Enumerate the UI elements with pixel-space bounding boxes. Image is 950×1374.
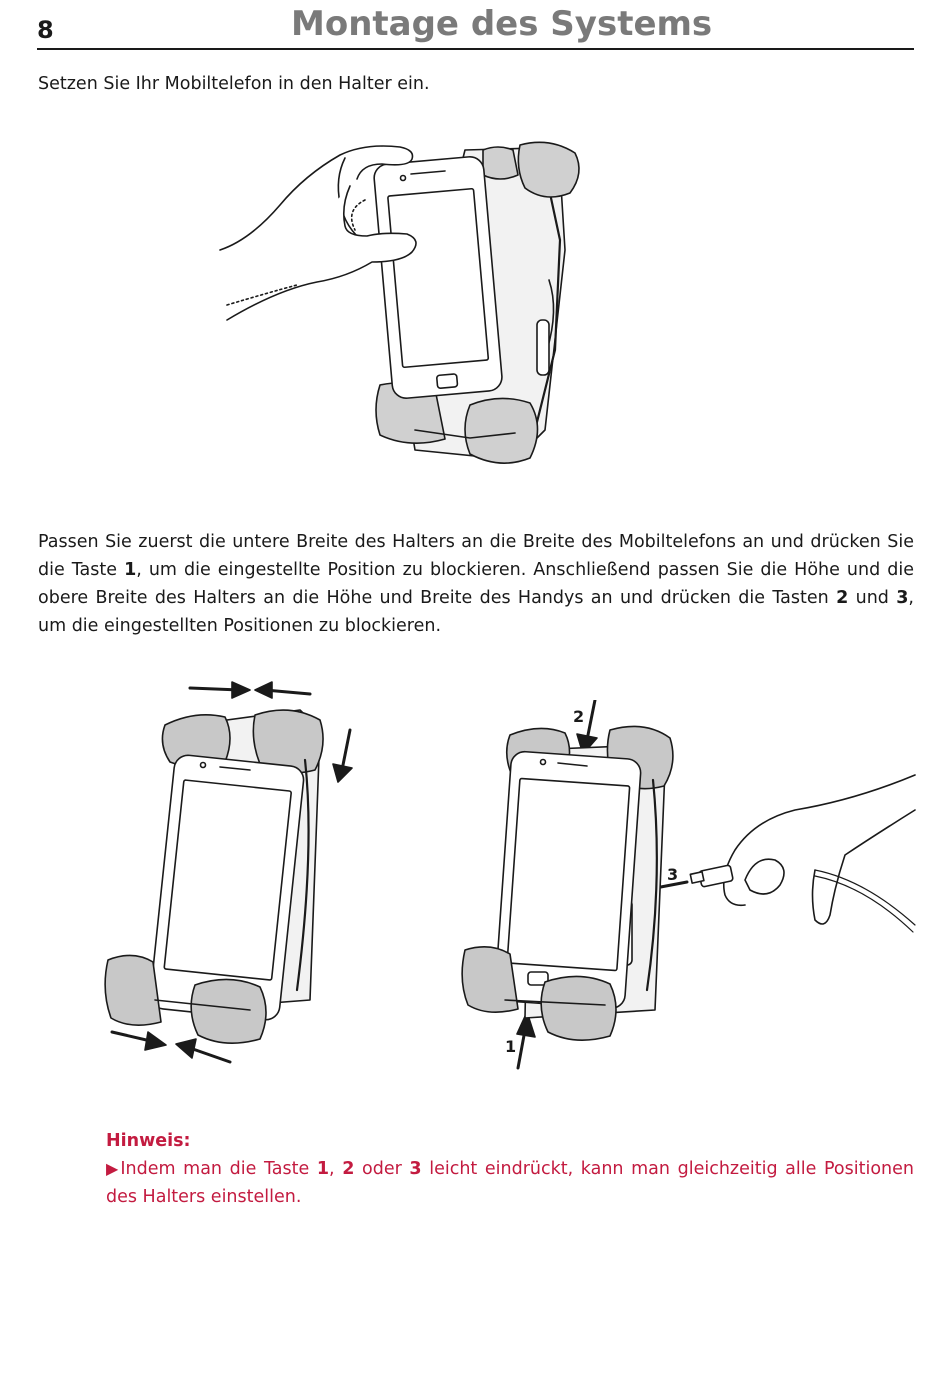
lock-positions-illustration xyxy=(455,700,920,1075)
label-key-1: 1 xyxy=(505,1037,517,1056)
insert-phone-illustration xyxy=(215,130,605,475)
label-key-3: 3 xyxy=(667,865,679,884)
key-1: 1 xyxy=(124,559,137,580)
key-2: 2 xyxy=(836,587,849,608)
adjust-holder-illustration xyxy=(100,670,440,1070)
hint-text: ▶Indem man die Taste 1, 2 oder 3 leicht eindrückt, kann man gleichzeitig alle Positionen des Halters einstellen. xyxy=(106,1159,914,1207)
page-number: 8 xyxy=(37,16,54,44)
key-3: 3 xyxy=(896,587,909,608)
page-header xyxy=(37,4,914,50)
triangle-bullet-icon: ▶ xyxy=(106,1159,121,1178)
hint-heading: Hinweis: xyxy=(106,1131,191,1151)
instruction-paragraph: Passen Sie zuerst die untere Breite des Halters an die Breite des Mobiltelefons an und drücken Sie die Taste 1, um die eingestellte Position zu blockieren. Anschließend passen Sie die Höhe und die obere Breite des Halters an die Höhe und Breite des Handys an und drücken die Tasten 2 und 3, um die eingestellten Positionen zu blockieren. xyxy=(38,531,914,636)
intro-text: Setzen Sie Ihr Mobiltelefon in den Halter ein. xyxy=(38,74,430,94)
page-title: Montage des Systems xyxy=(291,4,713,44)
label-key-2: 2 xyxy=(573,707,585,726)
hint-box xyxy=(106,1127,914,1211)
